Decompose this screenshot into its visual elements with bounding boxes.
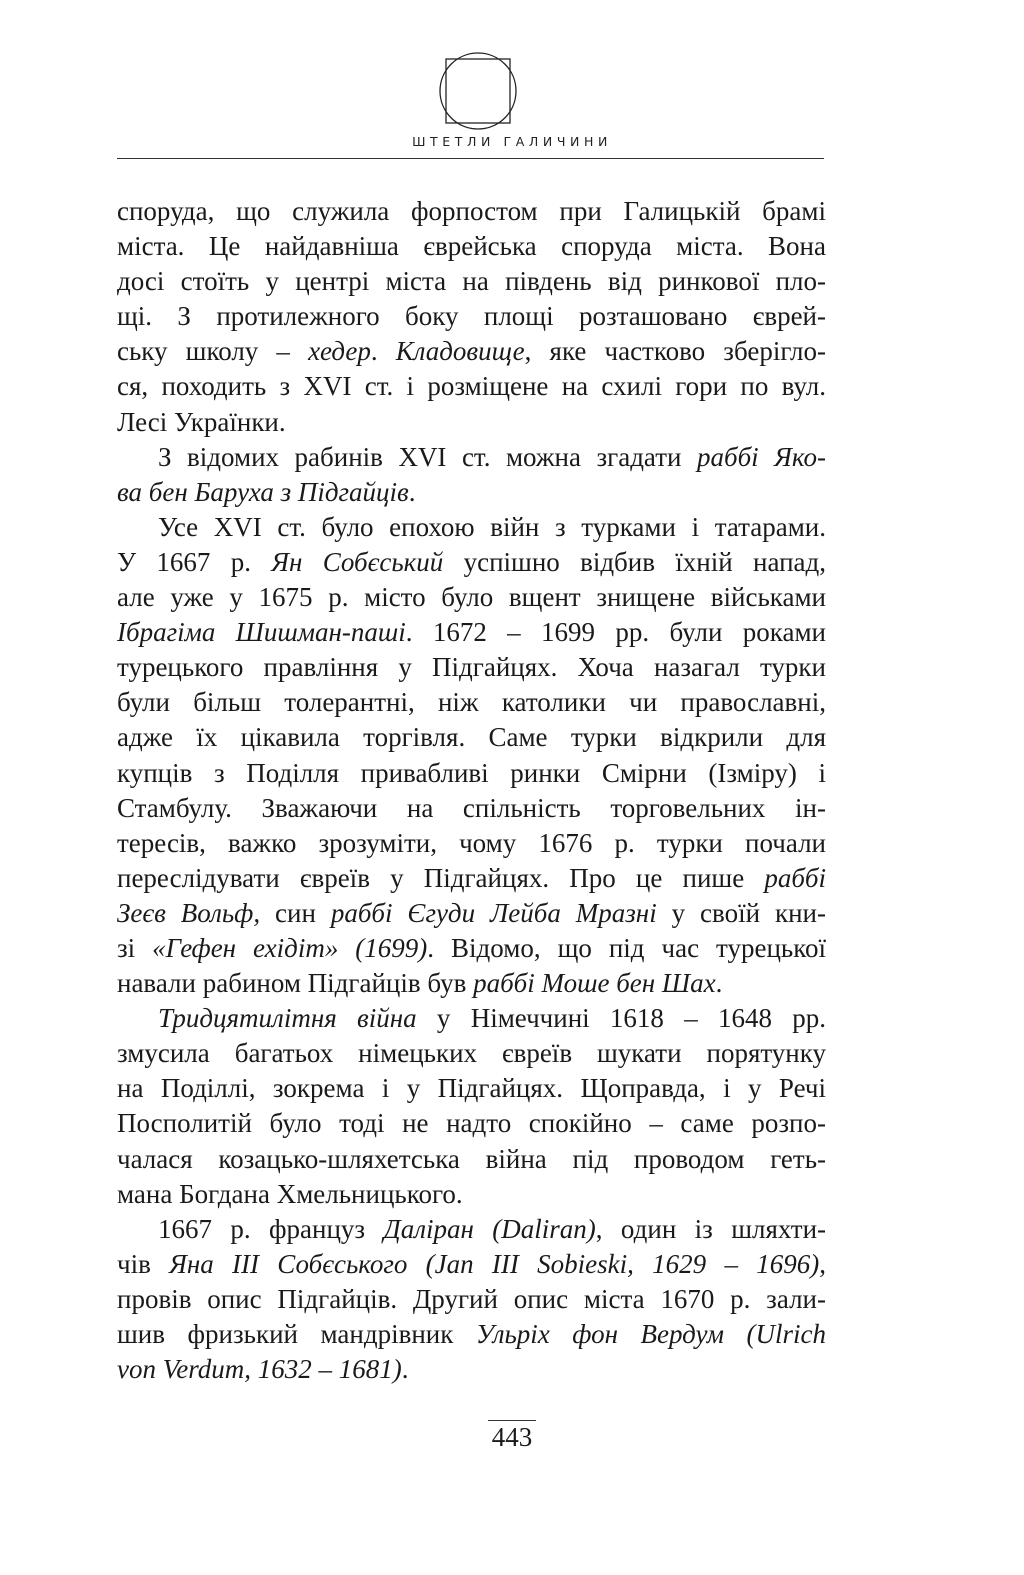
text-line: [117, 896, 826, 931]
text-line: [117, 791, 826, 826]
text-run: зі: [117, 932, 153, 963]
text-run: Посполитій було тоді не надто спокійно – саме розпо-: [117, 1108, 826, 1139]
text-run: ську школу –: [117, 336, 309, 367]
italic-text: Ульріх фон Вердум (Ulrich: [475, 1319, 827, 1349]
text-run: .: [401, 1354, 409, 1385]
text-line: [117, 334, 826, 369]
italic-text: Даліран (Daliran): [383, 1213, 596, 1244]
text-line: [117, 1106, 826, 1141]
text-line: [117, 545, 826, 580]
italic-text: раббі: [764, 862, 826, 893]
text-run: У 1667 р.: [117, 546, 272, 577]
italic-text: Ібрагіма Шишман-паші: [117, 617, 406, 648]
text-line: [117, 1177, 826, 1212]
text-run: , один із шляхти-: [595, 1213, 827, 1244]
text-line: [117, 1317, 826, 1352]
text-run: , яке частково зберігло-: [524, 336, 826, 367]
text-run: чів: [117, 1248, 170, 1279]
text-run: шив фризький мандрівник: [117, 1319, 476, 1349]
text-line: [117, 756, 826, 791]
text-run: чалася козацько-шляхетська війна під проводом геть-: [117, 1143, 826, 1174]
text-line: [117, 510, 826, 545]
text-run: мана Богдана Хмельницького.: [117, 1178, 463, 1209]
italic-text: хедер: [308, 336, 371, 367]
text-line: [117, 299, 826, 334]
text-run: переслідувати євреїв у Підгайцях. Про це пише: [117, 862, 765, 893]
italic-text: раббі Моше бен Шах: [473, 968, 716, 999]
text-run: Усе XVI ст. було епохою війн з турками і татарами.: [158, 511, 826, 542]
text-run: провів опис Підгайців. Другий опис міста 1670 р. зали-: [117, 1283, 826, 1314]
text-run: на Поділлі, зокрема і у Підгайцях. Щоправда, і у Речі: [117, 1073, 826, 1104]
italic-text: раббі Яко-: [696, 441, 826, 472]
text-line: [117, 580, 826, 615]
text-run: навали рабином Підгайців був: [117, 968, 474, 999]
text-run: син: [260, 897, 331, 928]
text-line: [117, 1352, 826, 1387]
text-line: [117, 229, 826, 264]
text-line: [117, 685, 826, 720]
text-line: [117, 1142, 826, 1177]
running-head-title: ШТЕТЛИ ГАЛИЧИНИ: [412, 134, 612, 149]
italic-text: Зеєв Вольф,: [117, 897, 261, 928]
text-line: [117, 1212, 826, 1247]
text-run: у Німеччині 1618 – 1648 рр.: [416, 1003, 826, 1034]
text-run: у своїй кни-: [656, 897, 826, 928]
italic-text: Ян Собєський: [271, 546, 444, 577]
text-run: .: [370, 336, 396, 367]
text-line: [117, 1071, 826, 1106]
text-line: [117, 966, 826, 1001]
text-line: [117, 405, 826, 440]
text-run: Стамбулу. Зважаючи на спільність торговельних ін-: [117, 792, 826, 823]
body-text: [117, 194, 826, 1387]
text-run: .: [408, 476, 416, 507]
text-line: [117, 475, 826, 510]
text-line: [117, 194, 826, 229]
text-line: [117, 931, 826, 966]
italic-text: Кладовище: [395, 336, 525, 367]
square-in-circle-emblem-icon: [435, 48, 521, 134]
italic-text: Тридцятилітня війна: [158, 1003, 417, 1034]
text-run: . 1672 – 1699 рр. були роками: [405, 617, 826, 648]
text-run: турецького правління у Підгайцях. Хоча назагал турки: [117, 652, 826, 683]
page-number: [0, 1420, 1024, 1453]
text-run: успішно відбив їхній напад,: [443, 546, 826, 577]
italic-text: «Гефен ехідіт» (1699): [152, 932, 428, 963]
text-line: [117, 826, 826, 861]
header-rule: [117, 158, 824, 159]
text-run: купців з Поділля привабливі ринки Смірни (Ізміру) і: [117, 757, 826, 788]
italic-text: von Verdum, 1632 – 1681): [117, 1354, 402, 1385]
text-run: адже їх цікавила торгівля. Саме турки відкрили для: [117, 722, 826, 753]
text-run: .: [715, 968, 723, 999]
text-run: змусила багатьох німецьких євреїв шукати порятунку: [117, 1038, 826, 1069]
italic-text: ва бен Баруха з Підгайців: [117, 476, 409, 507]
text-run: . Відомо, що під час турецької: [427, 932, 826, 963]
text-run: тересів, важко зрозуміти, чому 1676 р. турки почали: [117, 827, 826, 858]
text-line: [117, 650, 826, 685]
text-line: [117, 1036, 826, 1071]
text-run: ,: [819, 1248, 826, 1279]
text-line: [117, 720, 826, 755]
text-run: щі. З протилежного боку площі розташовано єврей-: [117, 301, 826, 332]
text-line: [117, 861, 826, 896]
text-line: [117, 264, 826, 299]
text-run: Лесі Українки.: [117, 406, 286, 437]
text-run: міста. Це найдавніша єврейська споруда міста. Вона: [117, 231, 826, 262]
text-line: [117, 615, 826, 650]
text-line: [117, 440, 826, 475]
text-run: але уже у 1675 р. місто було вщент знищене військами: [117, 582, 826, 613]
text-line: [117, 1282, 826, 1317]
italic-text: Яна ІІІ Собєського (Jan III Sobieski, 1629 – 1696): [169, 1248, 820, 1279]
text-run: споруда, що служила форпостом при Галицькій брамі: [117, 196, 826, 226]
italic-text: раббі Єгуди Лейба Мразні: [330, 897, 657, 928]
text-line: [117, 1001, 826, 1036]
text-run: З відомих рабинів XVI ст. можна згадати: [158, 441, 697, 472]
page-number-text: 443: [488, 1420, 537, 1453]
text-run: досі стоїть у центрі міста на південь від ринкової пло-: [117, 266, 826, 297]
text-run: 1667 р. француз: [158, 1213, 384, 1244]
text-run: були більш толерантні, ніж католики чи православні,: [117, 687, 826, 718]
text-run: ся, походить з XVI ст. і розміщене на схилі гори по вул.: [117, 371, 826, 402]
text-line: [117, 369, 826, 404]
text-line: [117, 1247, 826, 1282]
